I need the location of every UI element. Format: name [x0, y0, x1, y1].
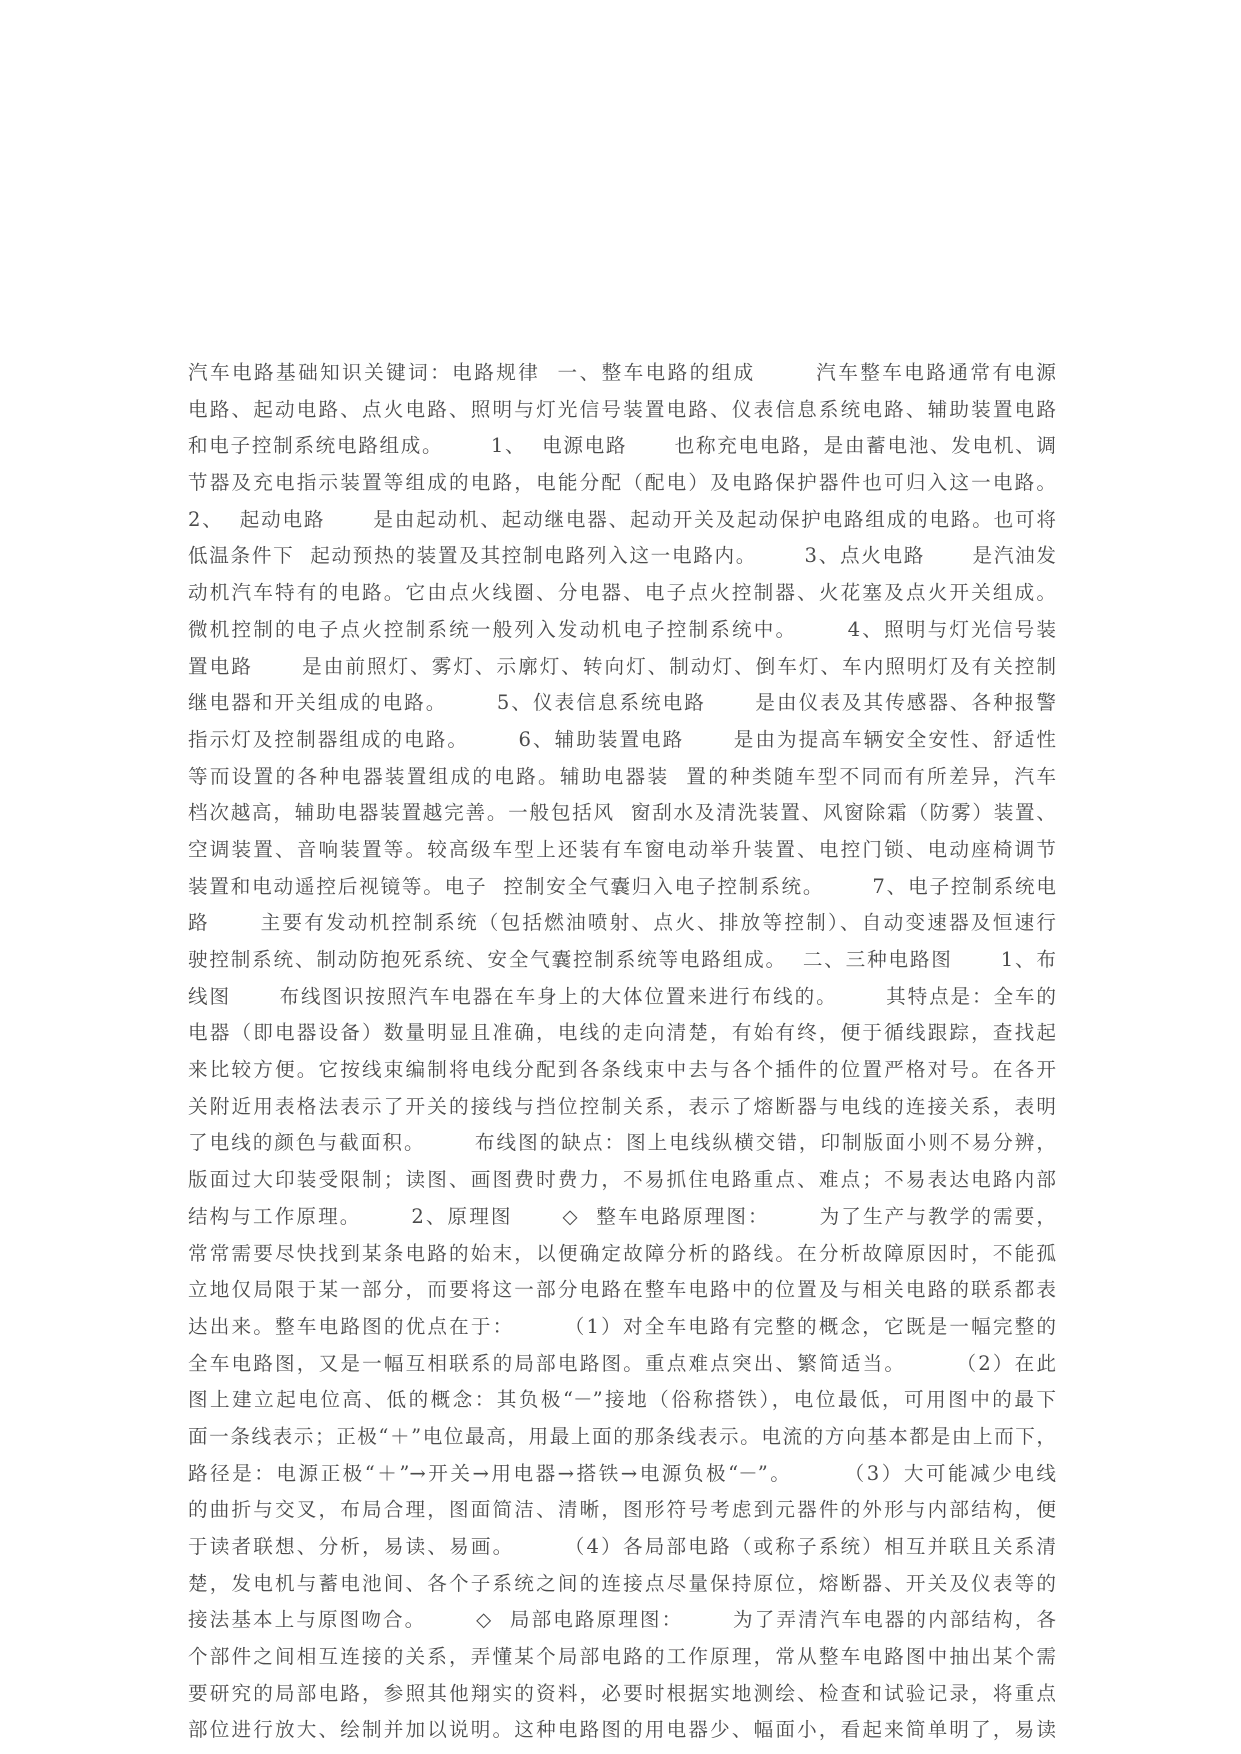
- text-line: 楚，发电机与蓄电池间、各个子系统之间的连接点尽量保持原位，熔断器、开关及仪表等的: [188, 1571, 1056, 1595]
- text-line: 和电子控制系统电路组成。 1、 电源电路 也称充电电路，是由蓄电池、发电机、调: [188, 434, 1056, 458]
- text-line: 路径是：电源正极“＋”→开关→用电器→搭铁→电源负极“－”。 （3）大可能减少电线: [188, 1461, 1056, 1485]
- text-line: 空调装置、音响装置等。较高级车型上还装有车窗电动举升装置、电控门锁、电动座椅调节: [188, 837, 1056, 861]
- text-line: 微机控制的电子点火控制系统一般列入发动机电子控制系统中。 4、照明与灯光信号装: [188, 617, 1056, 641]
- text-line: 来比较方便。它按线束编制将电线分配到各条线束中去与各个插件的位置严格对号。在各开: [188, 1058, 1056, 1082]
- text-line: 达出来。整车电路图的优点在于： （1）对全车电路有完整的概念，它既是一幅完整的: [188, 1314, 1056, 1338]
- text-line: 常常需要尽快找到某条电路的始末，以便确定故障分析的路线。在分析故障原因时，不能孤: [188, 1241, 1056, 1265]
- text-line: 立地仅局限于某一部分，而要将这一部分电路在整车电路中的位置及与相关电路的联系都表: [188, 1278, 1056, 1302]
- text-line: 电路、起动电路、点火电路、照明与灯光信号装置电路、仪表信息系统电路、辅助装置电路: [188, 397, 1056, 421]
- body-text: [188, 355, 1056, 1749]
- text-line: 结构与工作原理。 2、原理图 ◇ 整车电路原理图： 为了生产与教学的需要，: [188, 1204, 1056, 1228]
- text-line: 线图 布线图识按照汽车电器在车身上的大体位置来进行布线的。 其特点是：全车的: [188, 984, 1056, 1008]
- text-line: 了电线的颜色与截面积。 布线图的缺点：图上电线纵横交错，印制版面小则不易分辨，: [188, 1131, 1056, 1155]
- text-line: 的曲折与交叉，布局合理，图面简洁、清晰，图形符号考虑到元器件的外形与内部结构，便: [188, 1498, 1056, 1522]
- text-line: 于读者联想、分析，易读、易画。 （4）各局部电路（或称子系统）相互并联且关系清: [188, 1535, 1056, 1558]
- text-line: 驶控制系统、制动防抱死系统、安全气囊控制系统等电路组成。 二、三种电路图 1、布: [188, 948, 1056, 971]
- text-line: 档次越高，辅助电器装置越完善。一般包括风 窗刮水及清洗装置、风窗除霜（防雾）装置、: [188, 801, 1056, 825]
- text-line: 面一条线表示；正极“＋”电位最高，用最上面的那条线表示。电流的方向基本都是由上而下，: [188, 1424, 1056, 1448]
- text-line: 个部件之间相互连接的关系，弄懂某个局部电路的工作原理，常从整车电路图中抽出某个需: [188, 1645, 1056, 1669]
- text-line: 动机汽车特有的电路。它由点火线圈、分电器、电子点火控制器、火花塞及点火开关组成。: [188, 581, 1056, 605]
- text-line: 等而设置的各种电器装置组成的电路。辅助电器装 置的种类随车型不同而有所差异，汽车: [188, 764, 1056, 788]
- text-line: 图上建立起电位高、低的概念：其负极“－”接地（俗称搭铁），电位最低，可用图中的最下: [188, 1388, 1056, 1412]
- text-line: 接法基本上与原图吻合。 ◇ 局部电路原理图： 为了弄清汽车电器的内部结构，各: [188, 1608, 1056, 1632]
- text-line: 装置和电动遥控后视镜等。电子 控制安全气囊归入电子控制系统。 7、电子控制系统电: [188, 874, 1056, 898]
- text-line: 指示灯及控制器组成的电路。 6、辅助装置电路 是由为提高车辆安全安性、舒适性: [188, 727, 1056, 751]
- text-line: 汽车电路基础知识关键词：电路规律 一、整车电路的组成 汽车整车电路通常有电源: [188, 361, 1056, 384]
- text-line: 版面过大印装受限制；读图、画图费时费力，不易抓住电路重点、难点；不易表达电路内部: [188, 1168, 1056, 1192]
- text-line: 要研究的局部电路，参照其他翔实的资料，必要时根据实地测绘、检查和试验记录，将重点: [188, 1681, 1056, 1705]
- text-line: 电器（即电器设备）数量明显且准确，电线的走向清楚，有始有终，便于循线跟踪，查找起: [188, 1021, 1056, 1045]
- text-line: 关附近用表格法表示了开关的接线与挡位控制关系，表示了熔断器与电线的连接关系，表明: [188, 1094, 1056, 1118]
- text-line: 节器及充电指示装置等组成的电路，电能分配（配电）及电路保护器件也可归入这一电路。: [188, 471, 1056, 495]
- text-line: 路 主要有发动机控制系统（包括燃油喷射、点火、排放等控制）、自动变速器及恒速行: [188, 911, 1056, 935]
- text-line: 部位进行放大、绘制并加以说明。这种电路图的用电器少、幅面小，看起来简单明了，易读: [188, 1718, 1056, 1742]
- text-line: 2、 起动电路 是由起动机、起动继电器、起动开关及起动保护电路组成的电路。也可将: [188, 507, 1056, 531]
- text-line: 全车电路图，又是一幅互相联系的局部电路图。重点难点突出、繁简适当。 （2）在此: [188, 1351, 1056, 1375]
- text-line: 置电路 是由前照灯、雾灯、示廓灯、转向灯、制动灯、倒车灯、车内照明灯及有关控制: [188, 654, 1056, 678]
- text-line: 继电器和开关组成的电路。 5、仪表信息系统电路 是由仪表及其传感器、各种报警: [188, 691, 1056, 715]
- text-line: 低温条件下 起动预热的装置及其控制电路列入这一电路内。 3、点火电路 是汽油发: [188, 544, 1056, 568]
